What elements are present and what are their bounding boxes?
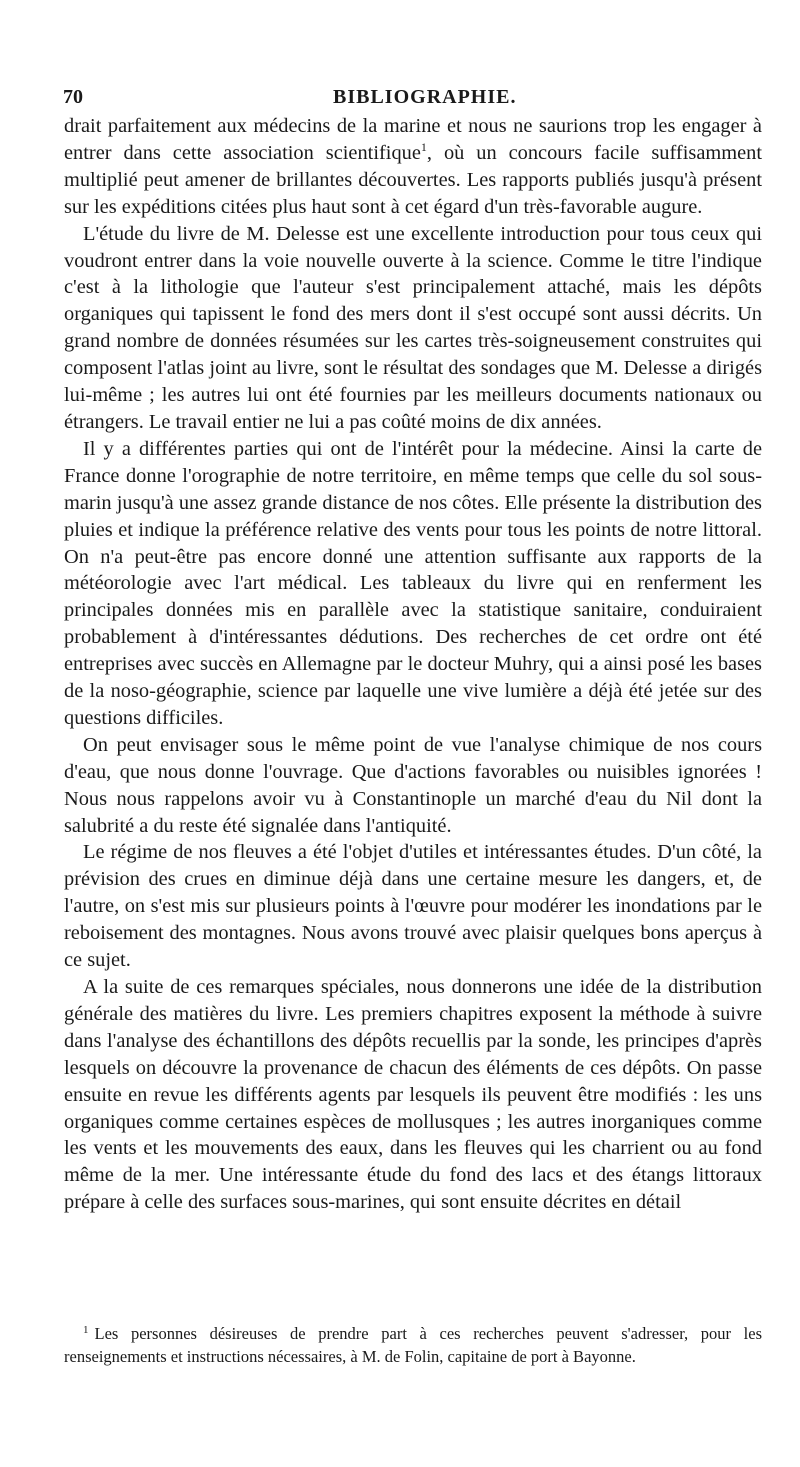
body-text [64, 113, 762, 1216]
paragraph-text: , où un concours facile suffisamment multiplié peut amener de brillantes découvertes. Les rapports publiés jusqu'à présent sur les expéditions citées plus haut sont à cet égard d'un très-favorable augure. [64, 141, 762, 218]
footnote-mark: 1 [83, 1323, 89, 1336]
footnote-reference: 1 [420, 140, 427, 155]
paragraph: A la suite de ces remarques spéciales, nous donnerons une idée de la distribution générale des matières du livre. Les premiers chapitres exposent la méthode à suivre dans l'analyse des échantillons des dépôts recuellis par la sonde, les principes d'après lesquels on découvre la provenance de chacun des éléments de ces dépôts. On passe ensuite en revue les différents agents par lesquels ils peuvent être modifiés : les uns organiques comme certaines espèces de mollusques ; les autres inorganiques comme les vents et les mouvements des eaux, dans les fleuves qui les charrient ou au fond même de la mer. Une intéressante étude du fond des lacs et des étangs littoraux prépare à celle des surfaces sous-marines, qui sont ensuite décrites en détail [64, 976, 762, 1214]
footnote [64, 1323, 762, 1368]
paragraph: L'étude du livre de M. Delesse est une excellente introduction pour tous ceux qui voudront entrer dans la voie nouvelle ouverte à la science. Comme le titre l'indique c'est à la lithologie que l'auteur s'est principalement attaché, mais les dépôts organiques qui tapissent le fond des mers dont il s'est occupé sont aussi décrits. Un grand nombre de données résumées sur les cartes très-soigneusement construites qui composent l'atlas joint au livre, sont le résultat des sondages que M. Delesse a dirigés lui-même ; les autres lui ont été fournies par les meilleurs documents nationaux ou étrangers. Le travail entier ne lui a pas coûté moins de dix années. [64, 222, 762, 433]
paragraph: On peut envisager sous le même point de vue l'analyse chimique de nos cours d'eau, que nous donne l'ouvrage. Que d'actions favorables ou nuisibles ignorées ! Nous nous rappelons avoir vu à Constantinople un marché d'eau du Nil dont la salubrité a du reste été signalée dans l'antiquité. [64, 733, 762, 837]
page-number: 70 [63, 86, 83, 108]
paragraph: Il y a différentes parties qui ont de l'intérêt pour la médecine. Ainsi la carte de France donne l'orographie de notre territoire, en même temps que celle du sol sous-marin jusqu'à une assez grande distance de nos côtes. Elle présente la distribution des pluies et indique la préférence relative des vents pour tous les points de notre littoral. On n'a peut-être pas encore donné une attention suffisante aux rapports de la météorologie avec l'art médical. Les tableaux du livre qui en renferment les principales données mis en parallèle avec la statistique sanitaire, conduiraient probablement à d'intéressantes dédutions. Des recherches de cet ordre ont été entreprises avec succès en Allemagne par le docteur Muhry, qui a ainsi posé les bases de la noso-géographie, science par laquelle une vive lumière a déjà été jetée sur des questions difficiles. [64, 437, 762, 729]
page-header [63, 86, 760, 112]
footnote-text: Les personnes désireuses de prendre part à ces recherches peuvent s'adresser, pour les renseignements et instructions nécessaires, à M. de Folin, capitaine de port à Bayonne. [64, 1324, 762, 1366]
paragraph-continued [64, 113, 762, 221]
paragraph-text: drait parfaitement aux médecins de la marine et nous ne saurions trop les engager à entrer dans cette association scientifique [64, 115, 762, 164]
running-title: BIBLIOGRAPHIE. [333, 86, 517, 108]
paragraph: Le régime de nos fleuves a été l'objet d'utiles et intéressantes études. D'un côté, la prévision des crues en diminue déjà dans une certaine mesure les dangers, et, de l'autre, on s'est mis sur plusieurs points à l'œuvre pour modérer les inondations par le reboisement des montagnes. Nous avons trouvé avec plaisir quelques bons aperçus à ce sujet. [64, 841, 762, 972]
